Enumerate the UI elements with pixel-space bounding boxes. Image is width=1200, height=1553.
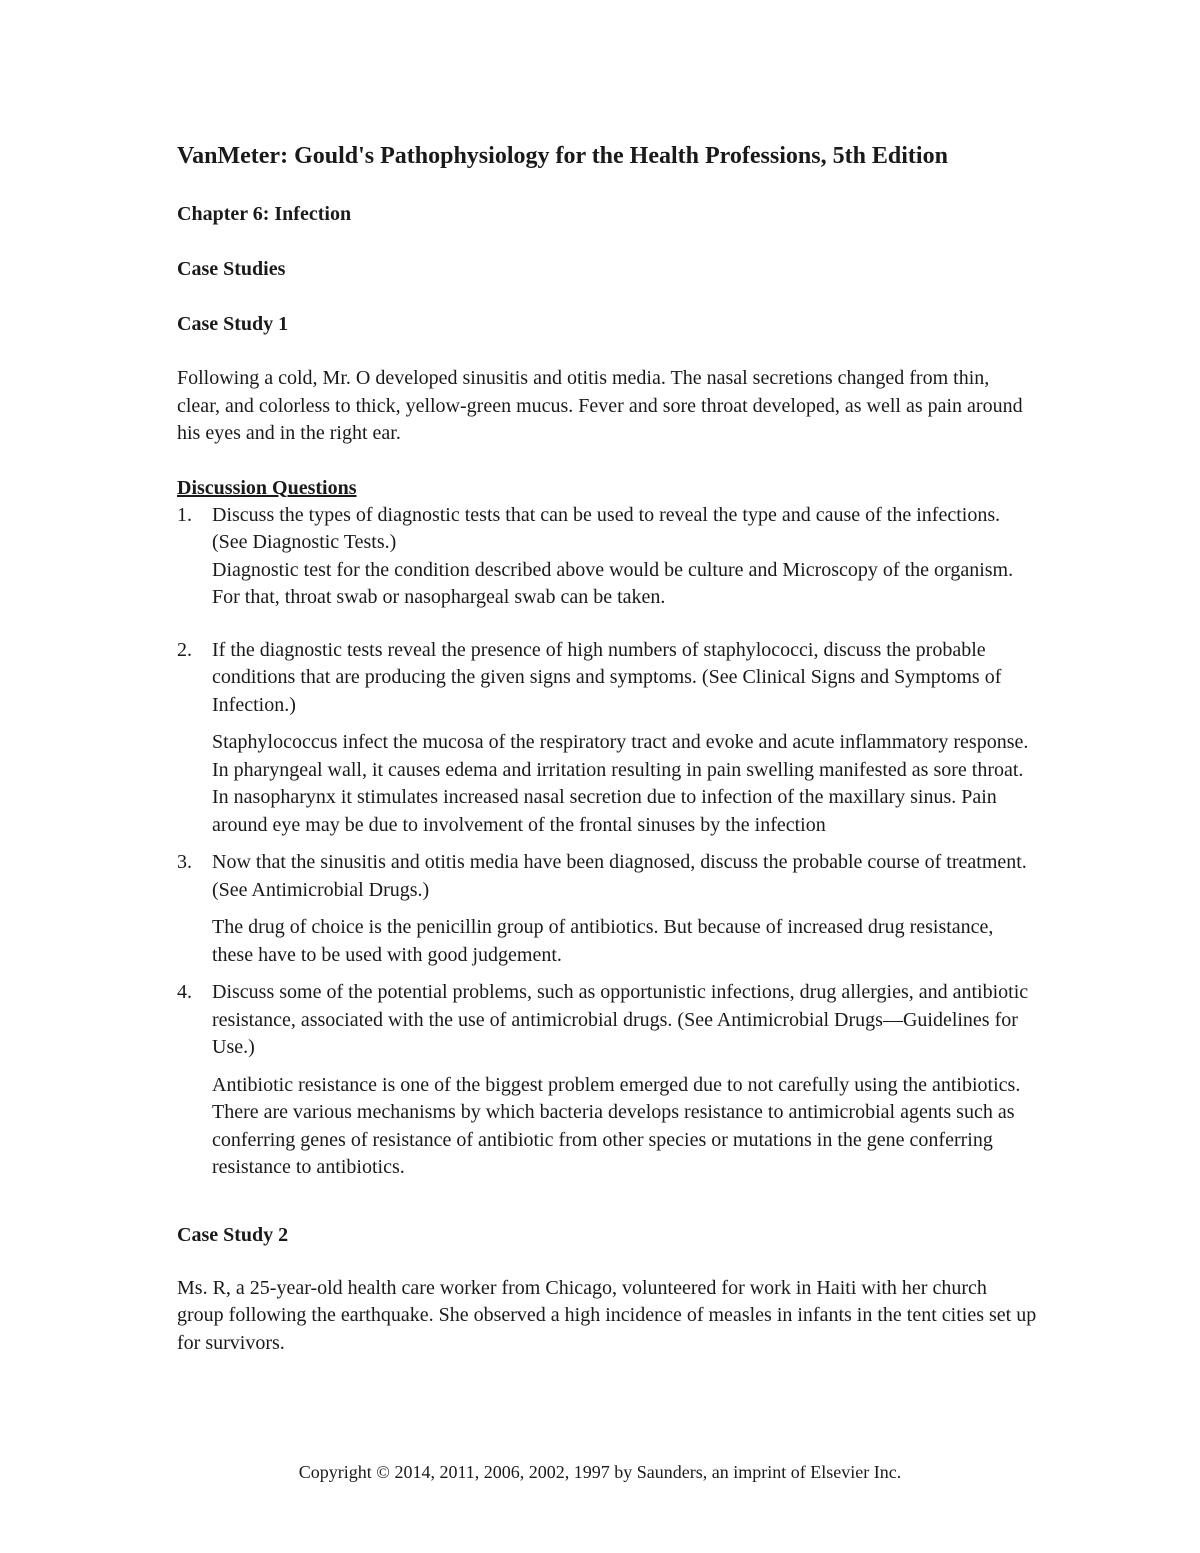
question-text: Discuss the types of diagnostic tests that can be used to reveal the type and cause of the infections. (See Diagnostic Tests.) (212, 503, 1001, 553)
section-heading: Case Studies (177, 258, 286, 280)
list-item (177, 849, 1037, 969)
chapter-heading: Chapter 6: Infection (177, 203, 352, 225)
question-text: If the diagnostic tests reveal the presence of high numbers of staphylococci, discuss the probable conditions that are producing the given signs and symptoms. (See Clinical Signs and Symptoms of Infection.) (212, 638, 1002, 716)
answer-text: Antibiotic resistance is one of the biggest problem emerged due to not carefully using the antibiotics. There are various mechanisms by which bacteria develops resistance to antimicrobial agents such as conferring genes of resistance of antibiotic from other species or mutations in the gene conferring resistance to antibiotics. (212, 1073, 1021, 1178)
question-number: 3. (177, 851, 192, 873)
question-number: 2. (177, 638, 192, 661)
question-number: 4. (177, 981, 192, 1003)
case-study-2-text: Ms. R, a 25-year-old health care worker from Chicago, volunteered for work in Haiti with her church group following the earthquake. She observed a high incidence of measles in infants in the tent cities set up for survivors. (177, 1276, 1037, 1354)
case-study-2-heading: Case Study 2 (177, 1223, 289, 1246)
answer-text: The drug of choice is the penicillin group of antibiotics. But because of increased drug resistance, these have to be used with good judgement. (212, 916, 994, 966)
document-title: VanMeter: Gould's Pathophysiology for the Health Professions, 5th Edition (177, 143, 948, 169)
question-number: 1. (177, 503, 192, 526)
question-text: Discuss some of the potential problems, such as opportunistic infections, drug allergies, and antibiotic resistance, associated with the use of antimicrobial drugs. (See Antimicrobial Drugs—Guidelines for Use.) (212, 981, 1029, 1058)
copyright-footer: Copyright © 2014, 2011, 2006, 2002, 1997 by Saunders, an imprint of Elsevier Inc. (298, 1462, 902, 1482)
answer-text: Diagnostic test for the condition described above would be culture and Microscopy of the organism. For that, throat swab or nasophargeal swab can be taken. (212, 558, 1014, 608)
case-study-1-heading: Case Study 1 (177, 313, 289, 335)
question-text: Now that the sinusitis and otitis media have been diagnosed, discuss the probable course of treatment. (See Antimicrobial Drugs.) (212, 851, 1027, 901)
discussion-questions-list (177, 502, 1037, 1182)
list-item (177, 502, 1037, 612)
document-body (177, 140, 1037, 1357)
list-item (177, 979, 1037, 1182)
discussion-questions-heading: Discussion Questions (177, 476, 357, 499)
answer-text: Staphylococcus infect the mucosa of the respiratory tract and evoke and acute inflammatory response. In pharyngeal wall, it causes edema and irritation resulting in pain swelling manifested as sore throat. In nasopharynx it stimulates increased nasal secretion due to infection of the maxillary sinus. Pain around eye may be due to involvement of the frontal sinuses by the infection (212, 731, 1029, 836)
case-study-1-text: Following a cold, Mr. O developed sinusitis and otitis media. The nasal secretions changed from thin, clear, and colorless to thick, yellow-green mucus. Fever and sore throat developed, as well as pain around his eyes and in the right ear. (177, 367, 1023, 444)
list-item (177, 637, 1037, 840)
